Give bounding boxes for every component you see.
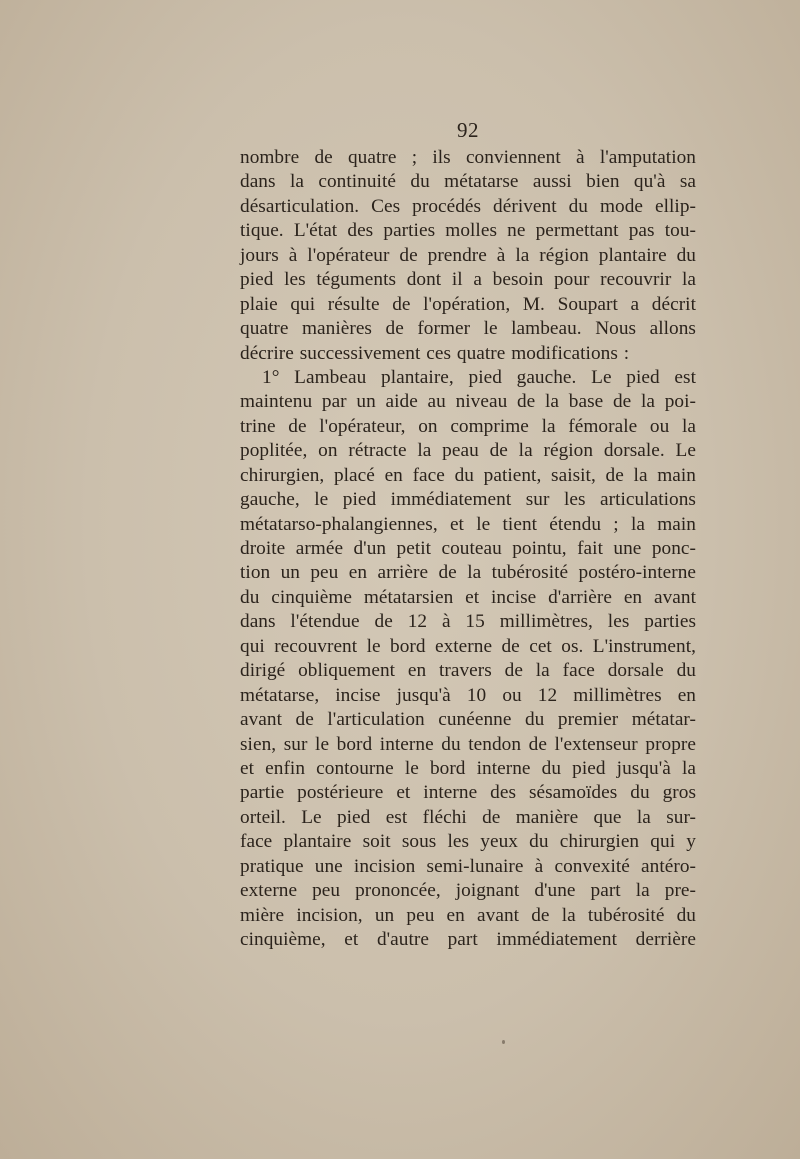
body-text bbox=[240, 146, 696, 952]
text-line: pied les téguments dont il a besoin pour recouvrir la bbox=[240, 269, 696, 291]
text-line: métatarse, incise jusqu'à 10 ou 12 millimètres en bbox=[240, 684, 696, 706]
text-line: mière incision, un peu en avant de la tubérosité du bbox=[240, 904, 696, 926]
page-number: 92 bbox=[457, 118, 479, 142]
text-line: poplitée, on rétracte la peau de la région dorsale. Le bbox=[240, 440, 696, 462]
text-line: sien, sur le bord interne du tendon de l'extenseur propre bbox=[240, 733, 696, 755]
text-line: maintenu par un aide au niveau de la base de la poi- bbox=[240, 391, 696, 413]
text-line: plaie qui résulte de l'opération, M. Soupart a décrit bbox=[240, 293, 696, 315]
text-line: externe peu prononcée, joignant d'une part la pre- bbox=[240, 880, 696, 902]
text-line: dans la continuité du métatarse aussi bien qu'à sa bbox=[240, 171, 696, 193]
text-line: du cinquième métatarsien et incise d'arrière en avant bbox=[240, 586, 696, 608]
text-line: dans l'étendue de 12 à 15 millimètres, les parties bbox=[240, 611, 696, 633]
paper-speck bbox=[502, 1040, 505, 1044]
text-line: quatre manières de former le lambeau. Nous allons bbox=[240, 318, 696, 340]
text-line: orteil. Le pied est fléchi de manière que la sur- bbox=[240, 806, 696, 828]
text-line: jours à l'opérateur de prendre à la région plantaire du bbox=[240, 244, 696, 266]
text-line: 1° Lambeau plantaire, pied gauche. Le pied est bbox=[262, 366, 696, 388]
text-line: chirurgien, placé en face du patient, saisit, de la main bbox=[240, 464, 696, 486]
text-line: qui recouvrent le bord externe de cet os. L'instrument, bbox=[240, 635, 696, 657]
text-line: partie postérieure et interne des sésamoïdes du gros bbox=[240, 782, 696, 804]
text-line: et enfin contourne le bord interne du pied jusqu'à la bbox=[240, 757, 696, 779]
text-line: tion un peu en arrière de la tubérosité postéro-interne bbox=[240, 562, 696, 584]
text-line: trine de l'opérateur, on comprime la fémorale ou la bbox=[240, 415, 696, 437]
text-line: nombre de quatre ; ils conviennent à l'amputation bbox=[240, 147, 696, 168]
text-line: tique. L'état des parties molles ne permettant pas tou- bbox=[240, 220, 696, 242]
text-line: décrire successivement ces quatre modifications : bbox=[240, 342, 630, 364]
text-line: métatarso-phalangiennes, et le tient étendu ; la main bbox=[240, 513, 696, 535]
text-line: désarticulation. Ces procédés dérivent du mode ellip- bbox=[240, 195, 696, 217]
text-line: pratique une incision semi-lunaire à convexité antéro- bbox=[240, 855, 696, 877]
text-line: droite armée d'un petit couteau pointu, fait une ponc- bbox=[240, 538, 696, 559]
text-line: gauche, le pied immédiatement sur les articulations bbox=[240, 489, 696, 511]
text-line: avant de l'articulation cunéenne du premier métatar- bbox=[240, 709, 696, 731]
text-line: dirigé obliquement en travers de la face dorsale du bbox=[240, 660, 696, 682]
text-line: face plantaire soit sous les yeux du chirurgien qui y bbox=[240, 831, 696, 853]
text-line: cinquième, et d'autre part immédiatement derrière bbox=[240, 929, 696, 950]
